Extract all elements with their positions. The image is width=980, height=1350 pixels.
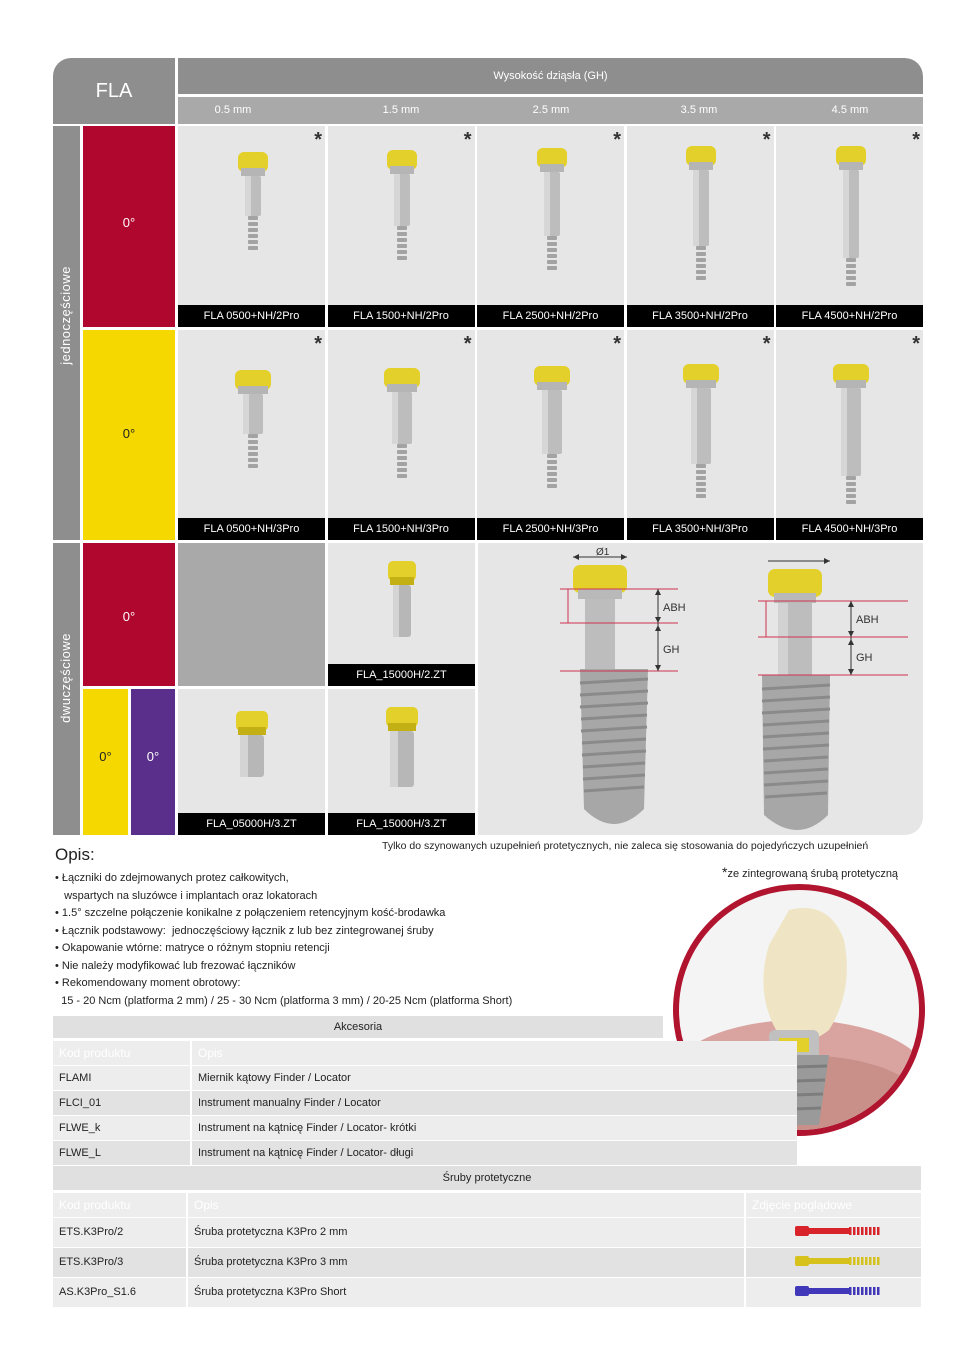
dimension-diagram bbox=[478, 543, 923, 835]
integrated-screw-star: * bbox=[762, 333, 771, 355]
group-two-piece-label: dwuczęściowe bbox=[58, 633, 73, 723]
opis-item: • 1.5° szczelne połączenie konikalne z połączeniem retencyjnym kość-brodawka bbox=[55, 907, 446, 919]
akcesoria-table bbox=[53, 1016, 797, 1166]
opis-list bbox=[55, 870, 655, 1010]
integrated-screw-star: * bbox=[314, 333, 322, 355]
implant-right bbox=[758, 558, 908, 830]
integrated-screw-star: * bbox=[463, 129, 472, 151]
abh-label-left: ABH bbox=[663, 602, 686, 614]
group-two-piece bbox=[53, 543, 80, 835]
product-cell[interactable] bbox=[627, 126, 774, 327]
product-desc: Miernik kątowy Finder / Locator bbox=[191, 1065, 797, 1090]
abh-label-right: ABH bbox=[856, 614, 879, 626]
star-mark: * bbox=[722, 864, 728, 880]
abutment-image bbox=[377, 356, 427, 506]
angle-label: 0° bbox=[122, 609, 136, 624]
angle-label: 0° bbox=[122, 426, 136, 441]
screw-photo bbox=[745, 1217, 921, 1247]
product-label: FLA 3500+NH/2Pro bbox=[627, 305, 774, 327]
product-label: FLA 2500+NH/3Pro bbox=[477, 518, 624, 540]
product-cell[interactable] bbox=[477, 330, 624, 540]
akcesoria-col-desc: Opis bbox=[191, 1041, 797, 1065]
row-2pro bbox=[178, 126, 923, 327]
sruby-col-desc: Opis bbox=[187, 1193, 745, 1217]
product-label: FLA 0500+NH/2Pro bbox=[178, 305, 325, 327]
product-code: AS.K3Pro_S1.6 bbox=[53, 1277, 187, 1307]
product-code: ETS.K3Pro/3 bbox=[53, 1247, 187, 1277]
product-label: FLA 4500+NH/2Pro bbox=[776, 305, 923, 327]
product-cell-fla-15000h-3zt[interactable] bbox=[328, 689, 475, 835]
integrated-screw-star: * bbox=[613, 333, 621, 355]
screw-photo bbox=[745, 1247, 921, 1277]
bridge-note: Tylko do szynowanych uzupełnień protetycznych, nie zaleca się stosowania do pojedyńczych uzupełnień bbox=[382, 840, 869, 852]
product-code: FLWE_k bbox=[53, 1115, 191, 1140]
product-label: FLA 2500+NH/2Pro bbox=[477, 305, 624, 327]
integrated-screw-star: * bbox=[613, 129, 621, 151]
abutment-image bbox=[676, 138, 726, 288]
akcesoria-row bbox=[53, 1115, 797, 1140]
angle-label: 0° bbox=[122, 215, 136, 230]
angle-block-red-1 bbox=[83, 126, 175, 327]
product-code: FLA bbox=[95, 80, 133, 102]
abutment-image bbox=[826, 356, 876, 506]
sruby-row bbox=[53, 1247, 921, 1277]
opis-item: • Rekomendowany moment obrotowy: bbox=[55, 977, 241, 989]
angle-block-yellow-1 bbox=[83, 330, 175, 540]
product-cell[interactable] bbox=[627, 330, 774, 540]
akcesoria-row bbox=[53, 1065, 797, 1090]
angle-block-red-2 bbox=[83, 543, 175, 686]
product-desc: Śruba protetyczna K3Pro 2 mm bbox=[187, 1217, 745, 1247]
opis-item: wspartych na sluzówce i implantach oraz lokatorach bbox=[55, 889, 318, 902]
product-cell[interactable] bbox=[328, 126, 475, 327]
akcesoria-row bbox=[53, 1140, 797, 1165]
screw-icon bbox=[789, 1254, 885, 1268]
sruby-col-photo: Zdjęcie poglądowe bbox=[745, 1193, 921, 1217]
sruby-row bbox=[53, 1277, 921, 1307]
angle-block-purple bbox=[131, 689, 175, 835]
product-desc: Instrument manualny Finder / Locator bbox=[191, 1090, 797, 1115]
product-code: ETS.K3Pro/2 bbox=[53, 1217, 187, 1247]
product-cell[interactable] bbox=[178, 330, 325, 540]
abutment-image bbox=[380, 707, 424, 791]
diameter-label: Ø1 bbox=[596, 547, 610, 558]
implant-left bbox=[560, 554, 678, 824]
abutment-image bbox=[676, 356, 726, 506]
product-cell-fla-15000h-2zt[interactable] bbox=[328, 543, 475, 686]
main-grid bbox=[53, 58, 923, 835]
screw-note bbox=[722, 864, 898, 880]
integrated-screw-star: * bbox=[762, 129, 771, 151]
akcesoria-col-code: Kod produktu bbox=[53, 1041, 191, 1065]
angle-block-yellow-2 bbox=[83, 689, 128, 835]
product-label: FLA 0500+NH/3Pro bbox=[178, 518, 325, 540]
product-label: FLA_15000H/3.ZT bbox=[328, 813, 475, 835]
opis-item: • Łącznik podstawowy: jednoczęściowy łącznik z lub bez zintegrowanej śruby bbox=[55, 924, 434, 937]
screw-icon bbox=[789, 1284, 885, 1298]
product-cell[interactable] bbox=[477, 126, 624, 327]
col-1-5: 1.5 mm bbox=[382, 104, 420, 116]
product-label: FLA_05000H/3.ZT bbox=[178, 813, 325, 835]
abutment-image bbox=[230, 711, 274, 791]
opis-title: Opis: bbox=[55, 845, 95, 864]
screw-icon bbox=[789, 1224, 885, 1238]
gh-title: Wysokość dziąsła (GH) bbox=[493, 70, 608, 82]
product-cell[interactable] bbox=[328, 330, 475, 540]
empty-cell bbox=[178, 543, 325, 686]
akcesoria-row bbox=[53, 1090, 797, 1115]
sruby-col-code: Kod produktu bbox=[53, 1193, 187, 1217]
integrated-screw-star: * bbox=[912, 129, 920, 151]
integrated-screw-star: * bbox=[463, 333, 472, 355]
abutment-image bbox=[228, 356, 278, 506]
product-label: FLA_15000H/2.ZT bbox=[328, 664, 475, 686]
sruby-header bbox=[53, 1193, 921, 1217]
product-desc: Śruba protetyczna K3Pro Short bbox=[187, 1277, 745, 1307]
integrated-screw-star: * bbox=[314, 129, 322, 151]
screw-photo bbox=[745, 1277, 921, 1307]
sruby-grid bbox=[53, 1193, 921, 1308]
opis-item: • Nie należy modyfikować lub frezować łączników bbox=[55, 959, 296, 972]
angle-label: 0° bbox=[146, 749, 160, 764]
akcesoria-header bbox=[53, 1041, 797, 1065]
product-cell-fla-05000h-3zt[interactable] bbox=[178, 689, 325, 835]
sruby-title: Śruby protetyczne bbox=[53, 1166, 921, 1190]
akcesoria-title: Akcesoria bbox=[53, 1016, 663, 1038]
gh-title-bar bbox=[178, 58, 923, 94]
gh-label-left: GH bbox=[663, 644, 680, 656]
product-cell[interactable] bbox=[178, 126, 325, 327]
product-desc: Instrument na kątnicę Finder / Locator- krótki bbox=[191, 1115, 797, 1140]
col-4-5: 4.5 mm bbox=[831, 104, 869, 116]
product-code: FLAMI bbox=[53, 1065, 191, 1090]
product-desc: Instrument na kątnicę Finder / Locator- długi bbox=[191, 1140, 797, 1165]
col-3-5: 3.5 mm bbox=[680, 104, 718, 116]
product-desc: Śruba protetyczna K3Pro 3 mm bbox=[187, 1247, 745, 1277]
abutment-image bbox=[527, 138, 577, 288]
screw-note-text: ze zintegrowaną śrubą protetyczną bbox=[727, 868, 899, 880]
product-label: FLA 3500+NH/3Pro bbox=[627, 518, 774, 540]
opis-item: 15 - 20 Ncm (platforma 2 mm) / 25 - 30 Ncm (platforma 3 mm) / 20-25 Ncm (platforma Short) bbox=[55, 994, 513, 1007]
opis-item: • Łączniki do zdejmowanych protez całkowitych, bbox=[55, 872, 289, 884]
abutment-image bbox=[527, 356, 577, 506]
sruby-table bbox=[53, 1166, 921, 1308]
angle-label: 0° bbox=[99, 749, 112, 764]
group-one-piece bbox=[53, 126, 80, 540]
product-label: FLA 1500+NH/2Pro bbox=[328, 305, 475, 327]
group-one-piece-label: jednoczęściowe bbox=[58, 266, 73, 365]
product-code: FLCI_01 bbox=[53, 1090, 191, 1115]
sruby-row bbox=[53, 1217, 921, 1247]
product-label: FLA 1500+NH/3Pro bbox=[328, 518, 475, 540]
gh-label-right: GH bbox=[856, 652, 873, 664]
akcesoria-grid bbox=[53, 1041, 797, 1166]
col-2-5: 2.5 mm bbox=[532, 104, 570, 116]
abutment-image bbox=[826, 138, 876, 288]
implant-diagram bbox=[478, 543, 923, 835]
abutment-image bbox=[380, 561, 424, 645]
product-cell[interactable] bbox=[776, 330, 923, 540]
opis-item: • Okapowanie wtórne: matryce o różnym stopniu retencji bbox=[55, 942, 330, 954]
abutment-image bbox=[228, 138, 278, 288]
abutment-image bbox=[377, 138, 427, 288]
product-label: FLA 4500+NH/3Pro bbox=[776, 518, 923, 540]
row-3pro bbox=[178, 330, 923, 540]
product-cell[interactable] bbox=[776, 126, 923, 327]
product-code: FLWE_L bbox=[53, 1140, 191, 1165]
product-header bbox=[53, 58, 175, 124]
integrated-screw-star: * bbox=[912, 333, 920, 355]
col-0-5: 0.5 mm bbox=[214, 104, 252, 116]
